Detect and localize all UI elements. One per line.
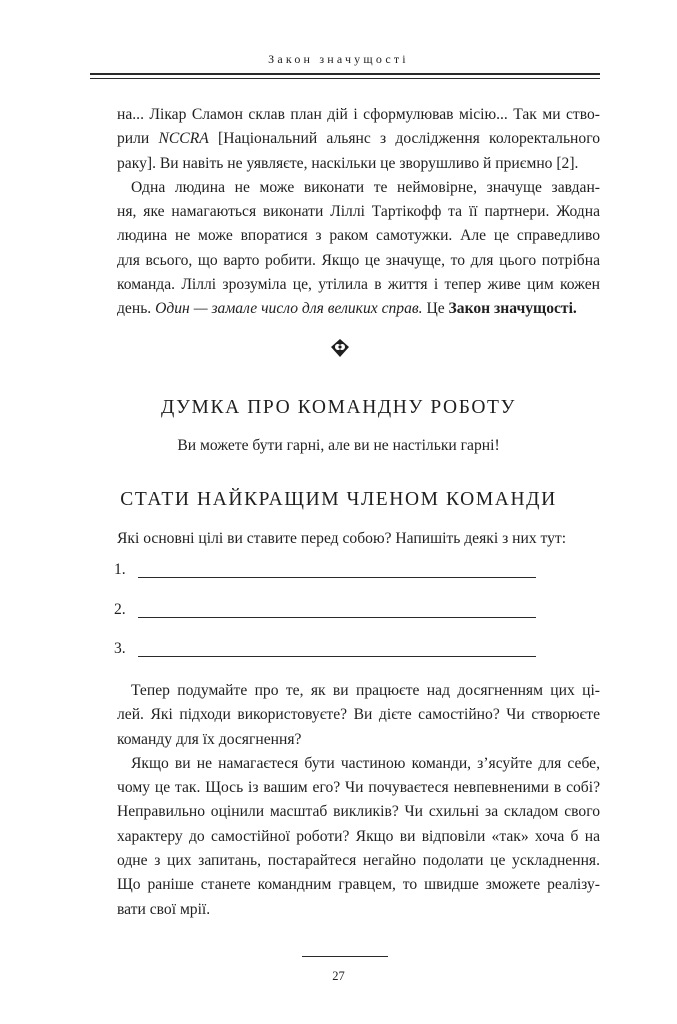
- text-line: для всього, що варто робити. Якщо це значуще, то для цього потрібна: [117, 251, 600, 269]
- text-line: ня, яке намагаються виконати Ліллі Тартікофф та її партнери. Жодна: [117, 203, 600, 221]
- text-line: Тепер подумайте про те, як ви працюєте над досягненням цих ці-: [131, 682, 600, 699]
- blank-line-3[interactable]: [138, 656, 536, 657]
- blank-item: [114, 640, 554, 662]
- text-line: Одна людина не може виконати те неймовірне, значуще завдан-: [131, 178, 600, 196]
- law-name-bold: Закон значущості.: [448, 300, 577, 318]
- text-line: Якщо ви не намагаєтеся бути частиною команди, з’ясуйте для себе,: [131, 754, 600, 772]
- top-text-block: [117, 103, 600, 322]
- exercise-prompt: Які основні цілі ви ставите перед собою? Напишіть деякі з них тут:: [117, 530, 567, 547]
- text-line: день. Один — замале число для великих справ. Це Закон значущості.: [117, 300, 577, 318]
- acronym-italic: NCCRA: [158, 130, 209, 148]
- text-line: Що раніше станете командним гравцем, то швидше зможете реалізу-: [117, 876, 600, 894]
- text-line: рили NCCRA [Національний альянс з дослідження колоректального: [117, 130, 601, 148]
- page-number: 27: [332, 969, 345, 983]
- text-line: людина не може впоратися з раком самотужки. Але це справедливо: [117, 227, 600, 245]
- bottom-text-block: [117, 679, 600, 922]
- paragraph: [117, 752, 600, 922]
- running-head: Закон значущості: [268, 52, 409, 66]
- header-rule-thick: [90, 73, 600, 75]
- blank-item: [114, 561, 554, 583]
- text-line: раку]. Ви навіть не уявляєте, наскільки це зворушливо й приємно [2].: [117, 154, 579, 172]
- footer-rule: [302, 956, 388, 957]
- text-line: лей. Які підходи використовуєте? Ви дієте самостійно? Чи створюєте: [117, 706, 600, 724]
- section-subtext: Ви можете бути гарні, але ви не настільки гарні!: [177, 437, 500, 454]
- italic-quote: Один — замале число для великих справ.: [155, 300, 423, 318]
- paragraph: [117, 679, 600, 752]
- blank-number: 2.: [114, 601, 126, 618]
- section-ornament-icon: [329, 337, 351, 359]
- section-heading-best-member: СТАТИ НАЙКРАЩИМ ЧЛЕНОМ КОМАНДИ: [120, 489, 557, 510]
- section-heading-teamwork-thought: ДУМКА ПРО КОМАНДНУ РОБОТУ: [161, 397, 516, 418]
- blank-line-2[interactable]: [138, 617, 536, 618]
- paragraph: [117, 176, 600, 322]
- blank-line-1[interactable]: [138, 577, 536, 578]
- text-line: характеру до самостійної роботи? Якщо ви відповіли «так» хоча б на: [117, 827, 600, 845]
- header-rule-thin: [90, 78, 600, 79]
- text-line: Неправильно оцінили масштаб викликів? Чи схильні за складом свого: [117, 803, 600, 821]
- text-line: чому це так. Щось із вашим его? Чи почуваєтеся невпевненими в собі?: [117, 779, 600, 797]
- text-line: команда. Ліллі зрозуміла це, утілила в життя і тепер живе цим кожен: [117, 276, 600, 294]
- text-line: на... Лікар Сламон склав план дій і сформулював місію... Так ми ство-: [117, 106, 600, 123]
- blank-number: 3.: [114, 640, 126, 657]
- blank-number: 1.: [114, 561, 126, 578]
- paragraph-continued: [117, 103, 600, 176]
- text-line: команду для їх досягнення?: [117, 730, 302, 748]
- text-line: одне з цих запитань, постарайтеся негайно подолати це ускладнення.: [117, 852, 600, 870]
- text-line: вати свої мрії.: [117, 900, 211, 918]
- blank-item: [114, 601, 554, 623]
